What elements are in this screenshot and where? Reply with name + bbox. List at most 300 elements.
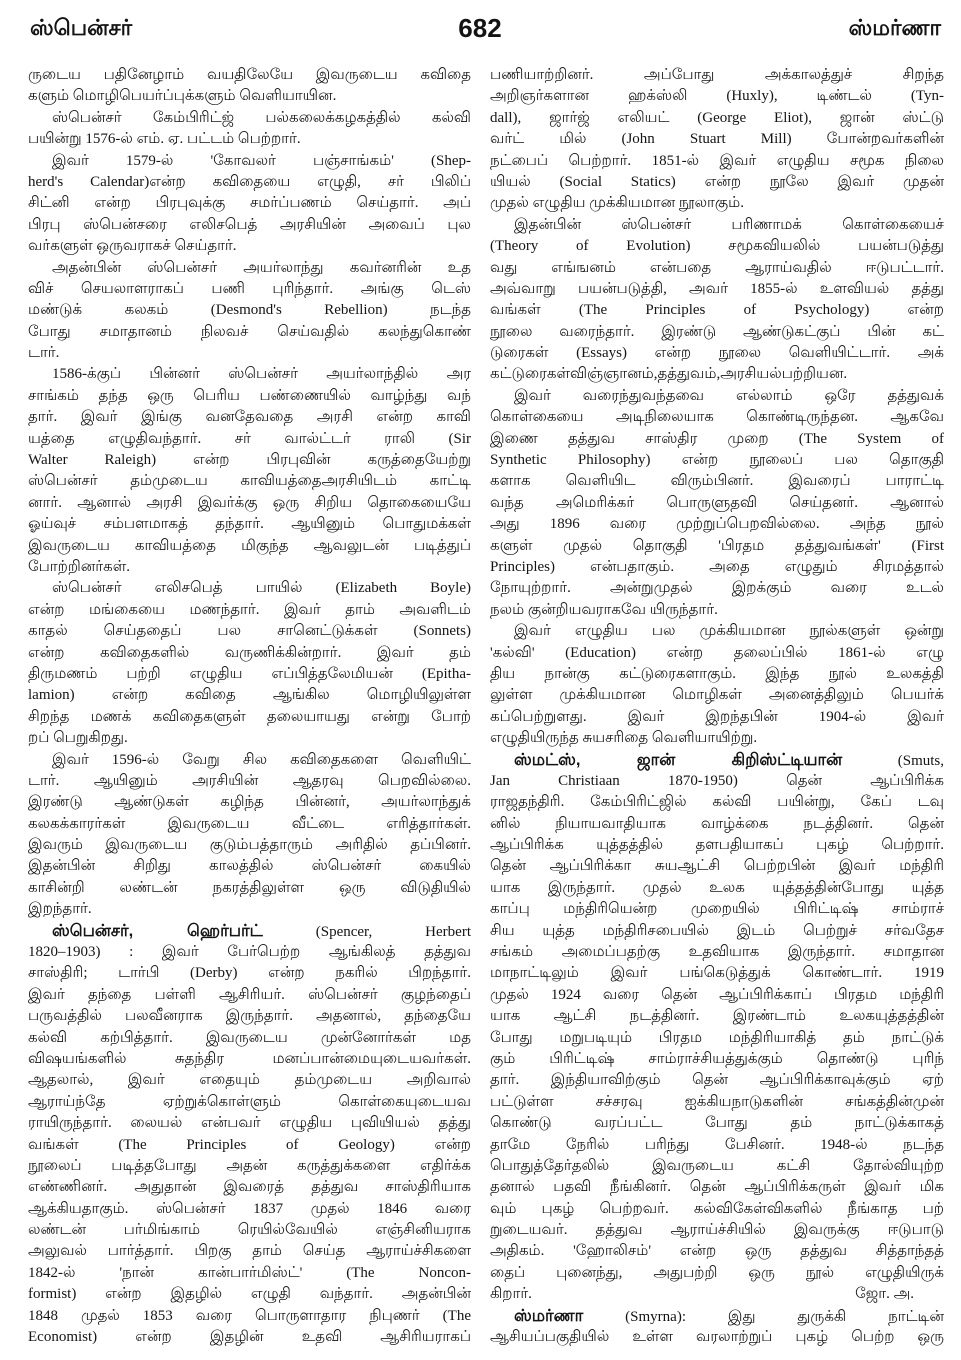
text-line [490, 750, 944, 771]
line-text: அதிகம். 'ஹோலிசம்' என்ற ஒரு தத்துவ சித்தாந்தத் [490, 1243, 944, 1260]
line-content [28, 837, 471, 853]
text-line [28, 856, 471, 877]
line-text: கொண்டு வரப்பட்ட போது தம் நாட்டுக்காகத் [490, 1115, 944, 1132]
text-line [28, 643, 471, 664]
line-content [490, 409, 944, 425]
text-line [490, 1327, 944, 1348]
text-line [28, 493, 471, 514]
line-content [28, 495, 471, 511]
line-content [514, 217, 944, 233]
line-content [490, 88, 944, 104]
line-text: விஷயங்களில் சுதந்திர மனப்பான்மையுடையவர்கள். [28, 1050, 471, 1067]
line-text: சாங்கம் தந்த ஒரு பெரிய பண்ணையில் வாழ்ந்து வந் [28, 387, 471, 404]
line-text: இவர் வரைந்துவந்தவை எல்லாம் ஒரே தத்துவக் [514, 387, 944, 404]
line-text: றப் பெறுகிறது. [28, 730, 128, 747]
line-content [514, 623, 944, 639]
line-text: பிரபு ஸ்பென்சரை எலிசபெத் அரசியின் அவைப் புல [28, 216, 471, 233]
line-text: மாநாட்டிலும் இவர் பங்கெடுத்துக் கொண்டார். 1919 [490, 965, 944, 982]
text-line [28, 536, 471, 557]
line-content [514, 750, 944, 769]
line-content [490, 260, 944, 276]
line-text: பணியாற்றினர். அப்போது அக்காலத்துச் சிறந்த [490, 67, 944, 83]
line-text: கல்வி கற்பித்தார். இவருடைய முன்னோர்கள் மத [28, 1029, 471, 1046]
line-text: நட்பைப் பெற்றார். 1851-ல் இவர் எழுதிய சமூக நிலை [490, 152, 944, 169]
line-content [490, 666, 944, 682]
line-content [490, 1094, 944, 1110]
line-content [28, 67, 471, 83]
text-line [28, 728, 471, 749]
line-content [28, 816, 471, 832]
text-line [28, 621, 471, 642]
line-content [28, 1072, 471, 1088]
line-text: போது சமாதானம் நிலவச் செய்வதில் கலந்துகொண் [28, 323, 471, 340]
line-content [28, 281, 471, 297]
text-line [28, 1135, 471, 1156]
line-content [490, 1265, 944, 1281]
text-line [490, 643, 944, 664]
line-content [28, 687, 471, 703]
entry-paragraph [490, 750, 944, 1306]
line-content [490, 174, 944, 190]
line-text: வர்களுள் ஒருவராகச் செய்தார். [28, 238, 237, 255]
line-content [490, 858, 944, 874]
line-text: காப்பு மந்திரியென்ற முறையில் பிரிட்டிஷ் சாம்ராச் [490, 901, 944, 918]
line-content [490, 345, 944, 361]
text-line [28, 1220, 471, 1241]
line-content [490, 837, 944, 853]
line-text: ஆராய்ந்தே ஏற்றுக்கொள்ளும் கொள்கையுடையவ [28, 1093, 471, 1110]
line-content [490, 1008, 944, 1024]
text-line [28, 771, 471, 792]
text-line [28, 1113, 471, 1134]
line-content [490, 901, 944, 917]
text-line [28, 878, 471, 899]
text-line [490, 578, 944, 599]
text-line [28, 65, 471, 86]
line-text: 1848 முதல் 1853 வரை பொருளாதார நிபுணர் (The [28, 1307, 471, 1324]
line-content [490, 67, 944, 83]
text-line [490, 685, 944, 706]
text-line [28, 258, 471, 279]
line-text: வும் புகழ் பெற்றவர். கல்விகேள்விகளில் நீங்காத பற் [490, 1200, 944, 1217]
line-text: கிறார். [490, 1286, 532, 1303]
text-line [28, 300, 471, 321]
text-line [28, 471, 471, 492]
text-line [28, 1092, 471, 1113]
line-content [28, 1286, 471, 1302]
line-content [28, 987, 471, 1003]
line-content [490, 1222, 944, 1238]
text-line [490, 856, 944, 877]
line-content [28, 602, 471, 618]
text-line [490, 835, 944, 856]
text-line [490, 1199, 944, 1220]
line-content [514, 1306, 944, 1325]
line-content [28, 794, 471, 810]
line-content [490, 1115, 944, 1131]
line-content [490, 238, 944, 254]
paragraph [28, 151, 471, 258]
line-content [28, 1201, 471, 1217]
line-text: யாக இருந்தார். முதல் உலக யுத்தத்தின்போது யுத்த [490, 879, 944, 896]
line-content [28, 623, 471, 639]
paragraph [28, 108, 471, 151]
line-content [52, 921, 471, 940]
text-line [490, 386, 944, 407]
line-text: வது எங்ஙனம் என்பதை ஆராய்வதில் ஈடுபட்டார். [490, 259, 944, 276]
line-text: எழுதியிருந்த சுயசரிதை வெளியாயிற்று. [490, 730, 758, 747]
line-text: டார். ஆயினும் அரசியின் ஆதரவு பெறவில்லை. [28, 772, 471, 789]
text-line [28, 600, 471, 621]
line-content [28, 1008, 471, 1024]
line-content [490, 987, 944, 1003]
line-text: Jan Christiaan 1870-1950) தென் ஆப்பிரிக்க [490, 772, 944, 789]
line-text: களும் மொழிபெயர்ப்புக்களும் வெளியாயின. [28, 88, 337, 105]
line-content [490, 366, 847, 382]
text-line [490, 493, 944, 514]
text-line [28, 1049, 471, 1070]
line-text: கலகக்காரர்கள் இவருடைய வீட்டை எரித்தார்கள். [28, 815, 471, 832]
text-line [490, 621, 944, 642]
text-line [28, 1241, 471, 1262]
line-text: formist) என்ற இதழில் எழுதி வந்தார். அதன்பின் [28, 1286, 471, 1303]
paragraph [28, 258, 471, 365]
text-line [490, 792, 944, 813]
line-text: டுரைகள் (Essays) என்ற நூலை வெளியிட்டார். அக் [490, 345, 944, 362]
line-content [490, 880, 944, 896]
text-line [490, 86, 944, 107]
line-text: இவர் 1579-ல் 'கோவலர் பஞ்சாங்கம்' (Shep- [52, 152, 471, 169]
line-text: களாக வெளியிட விரும்பினர். இவரைப் பாராட்டி [490, 473, 944, 490]
text-line [28, 814, 471, 835]
line-text: அலுவல் பார்த்தார். பிறகு தாம் செய்த ஆராய்ச்சிகளை [28, 1243, 471, 1260]
text-line [490, 108, 944, 129]
line-content [490, 302, 944, 318]
line-text: இதன்பின் சிறிது காலத்தில் ஸ்பென்சர் கையில் [28, 858, 471, 875]
line-text: 1842-ல் 'நான் கான்பார்மிஸ்ட்' (The Noncon- [28, 1264, 471, 1281]
line-content [490, 1201, 944, 1217]
line-content [490, 153, 944, 169]
line-text: 1820–1903) : இவர் பேர்பெற்ற ஆங்கிலத் தத்துவ [28, 944, 471, 961]
text-line [28, 407, 471, 428]
line-text: வந்த அமெரிக்கர் பொருளுதவி செய்தனர். ஆனால் [490, 494, 944, 511]
author-signature: ஜோ. அ. [855, 1286, 914, 1303]
line-content [28, 1265, 471, 1281]
line-text: நூலைப் படித்தபோது அதன் கருத்துக்களை எதிர்க்க [28, 1157, 471, 1174]
text-line [28, 343, 471, 364]
text-line [490, 600, 944, 621]
text-line [490, 1241, 944, 1262]
line-text: இணை தத்துவ சாஸ்திர முறை (The System of [490, 430, 944, 447]
line-text: டார். [28, 345, 60, 362]
line-content [28, 645, 471, 661]
line-content [490, 580, 944, 596]
line-text: ராஜதந்திரி. கேம்பிரிட்ஜில் கல்வி பயின்று, கேப் டவு [490, 794, 944, 811]
line-content [490, 1329, 944, 1345]
line-text: சிய யுத்த மந்திரிசபையில் இடம் பெற்றுச் சர்வதேச [490, 922, 944, 939]
text-line [490, 1284, 944, 1305]
text-line [490, 407, 944, 428]
text-line [28, 236, 471, 257]
line-text: சங்கம் அமைப்பதற்கு உதவியாக இருந்தார். சமாதான [490, 944, 944, 961]
line-content [490, 281, 944, 297]
text-line [28, 108, 471, 129]
line-content [28, 559, 130, 575]
line-text: வங்கள் (The Principles of Psychology) என்ற [490, 302, 944, 319]
text-line [490, 172, 944, 193]
line-content [28, 1094, 471, 1110]
line-content [28, 1051, 471, 1067]
paragraph [490, 215, 944, 386]
text-line [490, 1028, 944, 1049]
line-content [28, 324, 471, 340]
line-text: இவர் தந்தை பள்ளி ஆசிரியர். ஸ்பென்சர் குழந்தைப் [28, 986, 471, 1003]
line-content [28, 88, 336, 104]
line-content [490, 709, 944, 725]
line-text: தனால் பதவி நீங்கினர். தென் ஆப்பிரிக்கருள் இவர் மிக [490, 1179, 944, 1196]
line-content [490, 1179, 944, 1195]
line-text: யாக ஆட்சி நடத்தினர். இரண்டாம் உலகயுத்தத்தின் [490, 1008, 944, 1025]
paragraph [490, 621, 944, 749]
text-line [28, 578, 471, 599]
text-line [490, 1306, 944, 1327]
line-content [28, 1308, 471, 1324]
line-text: ஆப்பிரிக்க யுத்தத்தில் தளபதியாகப் புகழ் பெற்றார். [490, 837, 944, 854]
text-line [28, 921, 471, 942]
line-content [28, 388, 471, 404]
text-line [28, 172, 471, 193]
line-text: யத்தை எழுதிவந்தார். சர் வால்ட்டர் ராலி (Sir [28, 430, 471, 447]
line-text: என்ற மங்கையை மணந்தார். இவர் தாம் அவளிடம் [28, 601, 471, 618]
line-content [28, 773, 471, 789]
line-text: தென் ஆப்பிரிக்கா சுயஆட்சி பெற்றபின் இவர் மந்திரி [490, 858, 944, 875]
text-line [28, 1028, 471, 1049]
line-content [28, 709, 471, 725]
text-line [490, 1092, 944, 1113]
line-text: Synthetic Philosophy) என்ற நூலைப் பல தொகுதி [490, 452, 944, 469]
line-content [28, 217, 471, 233]
line-text: காதல் செய்ததைப் பல சானெட்டுக்கள் (Sonnets) [28, 623, 471, 640]
line-content [490, 495, 944, 511]
line-text: Walter Raleigh) என்ற பிரபுவின் கருத்தையேற்று [28, 452, 471, 469]
line-content [490, 538, 944, 554]
line-text: னில் நியாயவாதியாக வாழ்க்கை நடத்தினர். தென் [490, 815, 944, 832]
line-content [490, 645, 944, 661]
text-line [28, 685, 471, 706]
line-content [490, 773, 944, 789]
line-text: காசின்றி லண்டன் நகரத்திலுள்ள ஒரு விடுதியில் [28, 879, 471, 896]
line-text: கட்டுரைகள்விஞ்ஞானம்,தத்துவம்,அரசியல்பற்றியன. [490, 366, 848, 383]
line-content [490, 602, 718, 618]
line-content [28, 1158, 471, 1174]
text-line [490, 921, 944, 942]
line-content [28, 131, 301, 147]
line-content [28, 174, 471, 190]
line-content [28, 880, 471, 896]
text-line [490, 258, 944, 279]
text-line [28, 707, 471, 728]
line-content [490, 923, 944, 939]
line-text: அறிஞர்களான ஹக்ஸ்லி (Huxly), டிண்டல் (Tyn- [490, 88, 944, 105]
text-line [490, 1156, 944, 1177]
line-text: என்ற கவிதைகளில் வருணிக்கின்றார். இவர் தம் [28, 644, 471, 661]
line-content [490, 1158, 944, 1174]
entry-paragraph [28, 921, 471, 1349]
line-text: இவருடைய காவியத்தை மிகுந்த ஆவலுடன் படித்துப் [28, 537, 471, 554]
line-text: தாமே நேரில் பரிந்து பேசினர். 1948-ல் நடந்த [490, 1136, 944, 1153]
paragraph [28, 65, 471, 108]
text-line [28, 985, 471, 1006]
page-number: 682 [458, 13, 502, 43]
text-line [490, 664, 944, 685]
line-text: விச் செயலாளராகப் பணி புரிந்தார். அங்கு டெஸ் [28, 280, 471, 297]
line-text: தார். இவர் இங்கு வனதேவதை அரசி என்ற காவி [28, 409, 471, 426]
line-content [28, 516, 471, 532]
line-text: கப்பெற்றுளது. இவர் இறந்தபின் 1904-ல் இவர் [490, 708, 944, 725]
line-content [28, 195, 471, 211]
line-content [490, 944, 944, 960]
line-text: அதன்பின் ஸ்பென்சர் அயர்லாந்து கவர்னரின் உத [52, 259, 471, 276]
text-line [28, 151, 471, 172]
text-line [28, 557, 471, 578]
line-text: (Smyrna): இது துருக்கி நாட்டின் [625, 1308, 944, 1325]
line-content [490, 452, 944, 468]
text-line [490, 1070, 944, 1091]
line-content [514, 388, 944, 404]
line-content [490, 1030, 944, 1046]
text-line [28, 386, 471, 407]
line-text: அது 1896 வரை முற்றுப்பெறவில்லை. அந்த நூல் [490, 516, 944, 533]
line-content [28, 1222, 471, 1238]
line-content [28, 345, 59, 361]
line-content [490, 794, 944, 810]
line-text: இரண்டு ஆண்டுகள் கழிந்த பின்னர், அயர்லாந்துக் [28, 794, 471, 811]
line-text: ஓய்வுச் சம்பளமாகத் தந்தார். ஆயினும் பொதுமக்கள் [28, 516, 471, 533]
line-text: யியல் (Social Statics) என்ற நூலே இவர் முதன் [490, 173, 944, 190]
line-text: சாஸ்திரி; டார்பி (Derby) என்ற நகரில் பிறந்தார். [28, 965, 471, 982]
text-line [28, 1070, 471, 1091]
text-line [28, 364, 471, 385]
text-line [28, 750, 471, 771]
entry-headword: ஸ்மட்ஸ், ஜான் கிறிஸ்ட்டியான் [514, 750, 843, 769]
text-line [490, 514, 944, 535]
line-text: லுள்ள முக்கியமான மொழிகள் அனைத்திலும் பெயர்க் [490, 687, 944, 704]
text-line [28, 215, 471, 236]
line-text: ராயிருந்தார். லையல் என்பவர் எழுதிய புவியியல் தத்து [28, 1115, 471, 1132]
line-text: கும் பிரிட்டிஷ் சாம்ராச்சியத்துக்கும் தொண்டு புரிந் [490, 1050, 944, 1067]
text-line [28, 86, 471, 107]
line-content [28, 1137, 471, 1153]
text-line [28, 792, 471, 813]
text-line [490, 279, 944, 300]
line-text: களுள் முதல் தொகுதி 'பிரதம தத்துவங்கள்' (First [490, 537, 944, 554]
text-line [490, 771, 944, 792]
line-text: பட்டுள்ள சச்சரவு ஐக்கியநாடுகளின் சங்கத்தின்முன் [490, 1093, 944, 1110]
line-text: போற்றினர்கள். [28, 558, 131, 575]
line-content [28, 858, 471, 874]
line-content [490, 1243, 944, 1259]
text-line [490, 1220, 944, 1241]
line-content [28, 302, 471, 318]
text-line [490, 985, 944, 1006]
line-text: றுடையவர். தத்துவ ஆராய்ச்சியில் இவருக்கு ஈடுபாடு [490, 1222, 944, 1239]
line-content [28, 538, 471, 554]
line-content [490, 473, 944, 489]
line-content [490, 324, 944, 340]
line-text: முதல் எழுதிய முக்கியமான நூலாகும். [490, 195, 744, 212]
line-content [490, 431, 944, 447]
text-line [28, 129, 471, 150]
text-line [490, 728, 944, 749]
text-line [490, 322, 944, 343]
line-text: லண்டன் பர்மிங்காம் ரெயில்வேயில் எஞ்சினியராக [28, 1222, 471, 1239]
text-line [28, 963, 471, 984]
line-text: னார். ஆனால் அரசி இவர்க்கு ஒரு சிறிய தொகையையே [28, 494, 471, 511]
line-text: Economist) என்ற இதழின் உதவி ஆசிரியராகப் [28, 1329, 471, 1346]
running-head-right: ஸ்மர்ணா [848, 15, 941, 40]
text-line [490, 1113, 944, 1134]
text-line [490, 471, 944, 492]
line-text: மண்டுக் கலகம் (Desmond's Rebellion) நடந்த [28, 302, 471, 319]
text-line [28, 835, 471, 856]
line-text: பருவத்தில் பலவீனராக இருந்தார். அதனால், தந்தையே [28, 1008, 471, 1025]
line-text: திருமணம் பற்றி எழுதிய எப்பித்தலேமியன் (Epitha- [28, 665, 471, 682]
paragraph [28, 364, 471, 578]
line-text: திய நான்கு கட்டுரைகளாகும். இந்த நூல் உலகத்தி [490, 665, 944, 682]
line-text: herd's Calendar)என்ற கவிதையை எழுதி, சர் பிலிப் [28, 173, 471, 190]
text-line [490, 236, 944, 257]
line-text: ருடைய பதினேழாம் வயதிலேயே இவருடைய கவிதை [28, 67, 471, 83]
line-text: dall), ஜார்ஜ் எலியட் (George Eliot), ஜான் ஸ்ட்டு [490, 109, 944, 126]
line-content [28, 944, 471, 960]
line-text: (Smuts, [897, 752, 944, 769]
text-line [490, 557, 944, 578]
line-content [52, 153, 471, 169]
text-line [28, 1177, 471, 1198]
line-text: முதல் 1924 வரை தென் ஆப்பிரிக்காப் பிரதம மந்திரி [490, 986, 944, 1003]
paragraph [28, 750, 471, 921]
line-text: ஸ்பென்சர் எலிசபெத் பாயில் (Elizabeth Boyle) [52, 580, 471, 597]
line-text: தைப் புனைந்து, அதுபற்றி ஒரு நூல் எழுதியிருக் [490, 1264, 944, 1281]
line-content [28, 1243, 471, 1259]
line-content [28, 1115, 471, 1131]
line-text: ஆக்கியதாகும். ஸ்பென்சர் 1837 முதல் 1846 வரை [28, 1200, 471, 1217]
text-line [490, 878, 944, 899]
text-line [490, 1006, 944, 1027]
text-line [490, 1049, 944, 1070]
right-column [490, 65, 944, 1348]
line-content [28, 901, 92, 917]
line-content [490, 1072, 944, 1088]
line-content [28, 1030, 471, 1046]
text-line [490, 814, 944, 835]
text-line [490, 364, 944, 385]
text-line [490, 65, 944, 86]
text-line [490, 963, 944, 984]
line-content [28, 452, 471, 468]
line-text: நோயுற்றார். அன்றுமுதல் இறக்கும் வரை உடல் [490, 580, 944, 597]
line-text: கொள்கையை அடிநிலையாக கொண்டிருந்தன. ஆகவே [490, 409, 944, 426]
line-text: பொதுத்தேர்தலில் இவருடைய கட்சி தோல்வியுற்ற [490, 1157, 944, 1174]
line-text: இவர் 1596-ல் வேறு சில கவிதைகளை வெளியிட் [52, 751, 471, 768]
line-text: இறந்தார். [28, 901, 92, 918]
paragraph [28, 578, 471, 749]
text-line [28, 664, 471, 685]
text-line [28, 1199, 471, 1220]
line-content [490, 559, 944, 575]
line-content [28, 238, 237, 254]
line-content [28, 730, 128, 746]
